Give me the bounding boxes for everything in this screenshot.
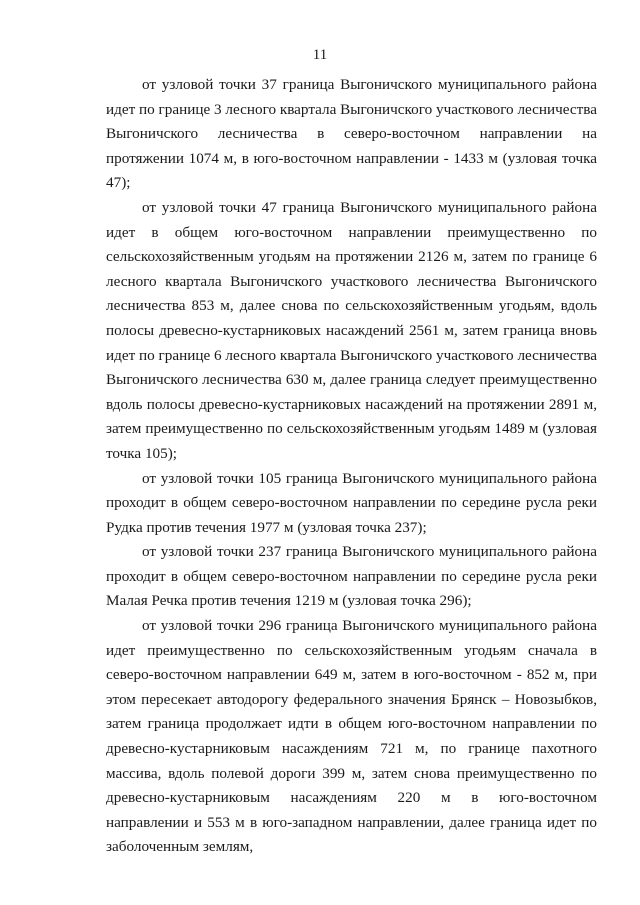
paragraph-point-105: от узловой точки 105 граница Выгоничского муниципального района проходит в общем северо-восточном направлении по середине русла реки Рудка против течения 1977 м (узловая точка 237); (106, 469, 597, 536)
document-body (106, 73, 597, 860)
paragraph-point-296: от узловой точки 296 граница Выгоничского муниципального района идет преимущественно по сельскохозяйственным угодьям сначала в северо-восточном направлении 649 м, затем в юго-восточном - 852 м, при этом пересекает автодорогу федерального значения Брянск – Новозыбков, затем граница продолжает идти в общем юго-восточном направлении по древесно-кустарниковым насаждениям 721 м, по границе пахотного массива, вдоль полевой дороги 399 м, затем снова преимущественно по древесно-кустарниковым насаждениям 220 м в юго-восточном направлении и 553 м в юго-западном направлении, далее граница идет по заболоченным землям, (106, 617, 597, 856)
paragraph-point-47: от узловой точки 47 граница Выгоничского муниципального района идет в общем юго-восточном направлении преимущественно по сельскохозяйственным угодьям на протяжении 2126 м, затем по границе 6 лесного квартала Выгоничского участкового лесничества Выгоничского лесничества 853 м, далее снова по сельскохозяйственным угодьям, вдоль полосы древесно-кустарниковых насаждений 2561 м, затем граница вновь идет по границе 6 лесного квартала Выгоничского участкового лесничества Выгоничского лесничества 630 м, далее граница следует преимущественно вдоль полосы древесно-кустарниковых насаждений на протяжении 2891 м, затем преимущественно по сельскохозяйственным угодьям 1489 м (узловая точка 105); (106, 198, 597, 462)
paragraph-point-37: от узловой точки 37 граница Выгоничского муниципального района идет по границе 3 лесного квартала Выгоничского участкового лесничества Выгоничского лесничества в северо-восточном направлении на протяжении 1074 м, в юго-восточном направлении - 1433 м (узловая точка 47); (106, 76, 597, 192)
page-number: 11 (312, 47, 328, 63)
paragraph-point-237: от узловой точки 237 граница Выгоничского муниципального района проходит в общем северо-восточном направлении по середине русла реки Малая Речка против течения 1219 м (узловая точка 296); (106, 543, 597, 610)
